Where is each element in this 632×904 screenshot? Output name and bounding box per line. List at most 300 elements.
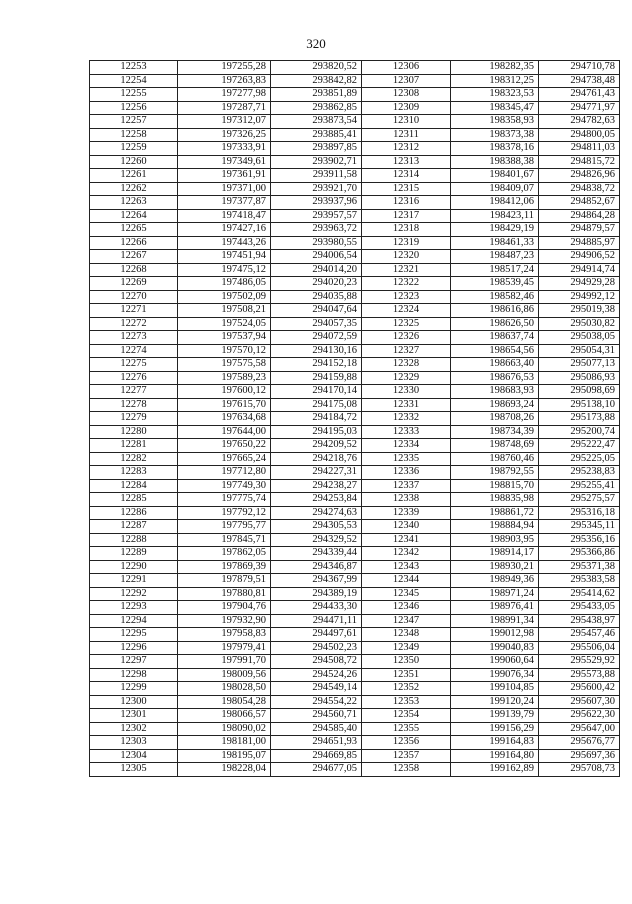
y-coordinate-cell: 294020,23 — [271, 277, 362, 291]
point-number-cell: 12275 — [90, 358, 178, 372]
point-number-cell: 12319 — [362, 236, 451, 250]
point-number-cell: 12340 — [362, 520, 451, 534]
y-coordinate-cell: 294838,72 — [539, 182, 620, 196]
x-coordinate-cell: 197486,05 — [178, 277, 271, 291]
y-coordinate-cell: 295086,93 — [539, 371, 620, 385]
table-row — [90, 196, 620, 210]
y-coordinate-cell: 295697,36 — [539, 749, 620, 763]
x-coordinate-cell: 197475,12 — [178, 263, 271, 277]
point-number-cell: 12260 — [90, 155, 178, 169]
table-row — [90, 695, 620, 709]
y-coordinate-cell: 294035,88 — [271, 290, 362, 304]
y-coordinate-cell: 294130,16 — [271, 344, 362, 358]
y-coordinate-cell: 294433,30 — [271, 601, 362, 615]
table-row — [90, 709, 620, 723]
table-row — [90, 169, 620, 183]
y-coordinate-cell: 294209,52 — [271, 439, 362, 453]
x-coordinate-cell: 197958,83 — [178, 628, 271, 642]
y-coordinate-cell: 294864,28 — [539, 209, 620, 223]
y-coordinate-cell: 294549,14 — [271, 682, 362, 696]
y-coordinate-cell: 294006,54 — [271, 250, 362, 264]
x-coordinate-cell: 199164,80 — [451, 749, 539, 763]
x-coordinate-cell: 197775,74 — [178, 493, 271, 507]
point-number-cell: 12337 — [362, 479, 451, 493]
table-row — [90, 277, 620, 291]
y-coordinate-cell: 294906,52 — [539, 250, 620, 264]
table-row — [90, 223, 620, 237]
point-number-cell: 12284 — [90, 479, 178, 493]
y-coordinate-cell: 295275,57 — [539, 493, 620, 507]
table-row — [90, 547, 620, 561]
y-coordinate-cell: 294389,19 — [271, 587, 362, 601]
x-coordinate-cell: 198378,16 — [451, 142, 539, 156]
point-number-cell: 12339 — [362, 506, 451, 520]
x-coordinate-cell: 198345,47 — [451, 101, 539, 115]
point-number-cell: 12300 — [90, 695, 178, 709]
x-coordinate-cell: 198312,25 — [451, 74, 539, 88]
x-coordinate-cell: 197502,09 — [178, 290, 271, 304]
point-number-cell: 12278 — [90, 398, 178, 412]
x-coordinate-cell: 199104,85 — [451, 682, 539, 696]
x-coordinate-cell: 197845,71 — [178, 533, 271, 547]
y-coordinate-cell: 293980,55 — [271, 236, 362, 250]
point-number-cell: 12258 — [90, 128, 178, 142]
x-coordinate-cell: 197712,80 — [178, 466, 271, 480]
x-coordinate-cell: 197418,47 — [178, 209, 271, 223]
table-row — [90, 142, 620, 156]
x-coordinate-cell: 198373,38 — [451, 128, 539, 142]
y-coordinate-cell: 295647,00 — [539, 722, 620, 736]
point-number-cell: 12332 — [362, 412, 451, 426]
y-coordinate-cell: 294852,67 — [539, 196, 620, 210]
x-coordinate-cell: 197524,05 — [178, 317, 271, 331]
point-number-cell: 12268 — [90, 263, 178, 277]
point-number-cell: 12272 — [90, 317, 178, 331]
x-coordinate-cell: 197333,91 — [178, 142, 271, 156]
point-number-cell: 12288 — [90, 533, 178, 547]
point-number-cell: 12298 — [90, 668, 178, 682]
point-number-cell: 12293 — [90, 601, 178, 615]
point-number-cell: 12309 — [362, 101, 451, 115]
table-row — [90, 452, 620, 466]
x-coordinate-cell: 197326,25 — [178, 128, 271, 142]
table-row — [90, 61, 620, 75]
x-coordinate-cell: 198949,36 — [451, 574, 539, 588]
y-coordinate-cell: 293862,85 — [271, 101, 362, 115]
x-coordinate-cell: 198903,95 — [451, 533, 539, 547]
y-coordinate-cell: 293885,41 — [271, 128, 362, 142]
y-coordinate-cell: 295173,88 — [539, 412, 620, 426]
y-coordinate-cell: 295433,05 — [539, 601, 620, 615]
y-coordinate-cell: 294524,26 — [271, 668, 362, 682]
x-coordinate-cell: 199040,83 — [451, 641, 539, 655]
point-number-cell: 12277 — [90, 385, 178, 399]
x-coordinate-cell: 197600,12 — [178, 385, 271, 399]
y-coordinate-cell: 294238,27 — [271, 479, 362, 493]
table-row — [90, 344, 620, 358]
table-row — [90, 614, 620, 628]
point-number-cell: 12353 — [362, 695, 451, 709]
x-coordinate-cell: 197575,58 — [178, 358, 271, 372]
y-coordinate-cell: 295098,69 — [539, 385, 620, 399]
x-coordinate-cell: 197255,28 — [178, 61, 271, 75]
x-coordinate-cell: 197644,00 — [178, 425, 271, 439]
y-coordinate-cell: 293897,85 — [271, 142, 362, 156]
x-coordinate-cell: 198815,70 — [451, 479, 539, 493]
point-number-cell: 12262 — [90, 182, 178, 196]
point-number-cell: 12355 — [362, 722, 451, 736]
x-coordinate-cell: 198708,26 — [451, 412, 539, 426]
coordinates-table — [89, 60, 620, 777]
point-number-cell: 12351 — [362, 668, 451, 682]
y-coordinate-cell: 294175,08 — [271, 398, 362, 412]
table-row — [90, 655, 620, 669]
point-number-cell: 12315 — [362, 182, 451, 196]
y-coordinate-cell: 294367,99 — [271, 574, 362, 588]
point-number-cell: 12317 — [362, 209, 451, 223]
y-coordinate-cell: 295573,88 — [539, 668, 620, 682]
y-coordinate-cell: 293873,54 — [271, 115, 362, 129]
y-coordinate-cell: 294560,71 — [271, 709, 362, 723]
x-coordinate-cell: 197792,12 — [178, 506, 271, 520]
table-row — [90, 263, 620, 277]
x-coordinate-cell: 198693,24 — [451, 398, 539, 412]
x-coordinate-cell: 198009,56 — [178, 668, 271, 682]
point-number-cell: 12305 — [90, 763, 178, 777]
x-coordinate-cell: 197862,05 — [178, 547, 271, 561]
x-coordinate-cell: 198409,07 — [451, 182, 539, 196]
x-coordinate-cell: 197349,61 — [178, 155, 271, 169]
y-coordinate-cell: 295607,30 — [539, 695, 620, 709]
point-number-cell: 12311 — [362, 128, 451, 142]
x-coordinate-cell: 198323,53 — [451, 88, 539, 102]
x-coordinate-cell: 197991,70 — [178, 655, 271, 669]
x-coordinate-cell: 199120,24 — [451, 695, 539, 709]
table-row — [90, 466, 620, 480]
x-coordinate-cell: 198991,34 — [451, 614, 539, 628]
y-coordinate-cell: 294184,72 — [271, 412, 362, 426]
x-coordinate-cell: 197904,76 — [178, 601, 271, 615]
x-coordinate-cell: 197880,81 — [178, 587, 271, 601]
y-coordinate-cell: 295138,10 — [539, 398, 620, 412]
point-number-cell: 12312 — [362, 142, 451, 156]
point-number-cell: 12282 — [90, 452, 178, 466]
point-number-cell: 12345 — [362, 587, 451, 601]
point-number-cell: 12318 — [362, 223, 451, 237]
y-coordinate-cell: 294497,61 — [271, 628, 362, 642]
x-coordinate-cell: 197634,68 — [178, 412, 271, 426]
table-row — [90, 722, 620, 736]
x-coordinate-cell: 198401,67 — [451, 169, 539, 183]
point-number-cell: 12356 — [362, 736, 451, 750]
point-number-cell: 12310 — [362, 115, 451, 129]
y-coordinate-cell: 295366,86 — [539, 547, 620, 561]
point-number-cell: 12354 — [362, 709, 451, 723]
point-number-cell: 12352 — [362, 682, 451, 696]
point-number-cell: 12283 — [90, 466, 178, 480]
point-number-cell: 12347 — [362, 614, 451, 628]
point-number-cell: 12326 — [362, 331, 451, 345]
point-number-cell: 12314 — [362, 169, 451, 183]
point-number-cell: 12280 — [90, 425, 178, 439]
point-number-cell: 12269 — [90, 277, 178, 291]
table-row — [90, 155, 620, 169]
y-coordinate-cell: 295383,58 — [539, 574, 620, 588]
y-coordinate-cell: 294914,74 — [539, 263, 620, 277]
point-number-cell: 12302 — [90, 722, 178, 736]
y-coordinate-cell: 293851,89 — [271, 88, 362, 102]
y-coordinate-cell: 294815,72 — [539, 155, 620, 169]
y-coordinate-cell: 293820,52 — [271, 61, 362, 75]
y-coordinate-cell: 294800,05 — [539, 128, 620, 142]
table-row — [90, 506, 620, 520]
table-row — [90, 520, 620, 534]
point-number-cell: 12287 — [90, 520, 178, 534]
y-coordinate-cell: 295200,74 — [539, 425, 620, 439]
x-coordinate-cell: 197371,00 — [178, 182, 271, 196]
table-row — [90, 682, 620, 696]
table-row — [90, 358, 620, 372]
point-number-cell: 12292 — [90, 587, 178, 601]
y-coordinate-cell: 295438,97 — [539, 614, 620, 628]
x-coordinate-cell: 197263,83 — [178, 74, 271, 88]
x-coordinate-cell: 197377,87 — [178, 196, 271, 210]
point-number-cell: 12304 — [90, 749, 178, 763]
point-number-cell: 12348 — [362, 628, 451, 642]
y-coordinate-cell: 295371,38 — [539, 560, 620, 574]
table-row — [90, 88, 620, 102]
table-row — [90, 371, 620, 385]
x-coordinate-cell: 198663,40 — [451, 358, 539, 372]
y-coordinate-cell: 295414,62 — [539, 587, 620, 601]
x-coordinate-cell: 199156,29 — [451, 722, 539, 736]
x-coordinate-cell: 197749,30 — [178, 479, 271, 493]
x-coordinate-cell: 197277,98 — [178, 88, 271, 102]
point-number-cell: 12261 — [90, 169, 178, 183]
point-number-cell: 12295 — [90, 628, 178, 642]
y-coordinate-cell: 294885,97 — [539, 236, 620, 250]
y-coordinate-cell: 293842,82 — [271, 74, 362, 88]
point-number-cell: 12303 — [90, 736, 178, 750]
x-coordinate-cell: 197451,94 — [178, 250, 271, 264]
x-coordinate-cell: 197537,94 — [178, 331, 271, 345]
table-row — [90, 493, 620, 507]
x-coordinate-cell: 198637,74 — [451, 331, 539, 345]
x-coordinate-cell: 198423,11 — [451, 209, 539, 223]
point-number-cell: 12307 — [362, 74, 451, 88]
x-coordinate-cell: 198195,07 — [178, 749, 271, 763]
point-number-cell: 12263 — [90, 196, 178, 210]
point-number-cell: 12273 — [90, 331, 178, 345]
table-row — [90, 574, 620, 588]
point-number-cell: 12254 — [90, 74, 178, 88]
y-coordinate-cell: 293911,58 — [271, 169, 362, 183]
x-coordinate-cell: 197570,12 — [178, 344, 271, 358]
table-row — [90, 182, 620, 196]
y-coordinate-cell: 294072,59 — [271, 331, 362, 345]
x-coordinate-cell: 198066,57 — [178, 709, 271, 723]
x-coordinate-cell: 198461,33 — [451, 236, 539, 250]
point-number-cell: 12255 — [90, 88, 178, 102]
y-coordinate-cell: 294057,35 — [271, 317, 362, 331]
point-number-cell: 12264 — [90, 209, 178, 223]
x-coordinate-cell: 198792,55 — [451, 466, 539, 480]
point-number-cell: 12325 — [362, 317, 451, 331]
x-coordinate-cell: 198181,00 — [178, 736, 271, 750]
point-number-cell: 12297 — [90, 655, 178, 669]
y-coordinate-cell: 293957,57 — [271, 209, 362, 223]
y-coordinate-cell: 294502,23 — [271, 641, 362, 655]
x-coordinate-cell: 197979,41 — [178, 641, 271, 655]
x-coordinate-cell: 198090,02 — [178, 722, 271, 736]
y-coordinate-cell: 295316,18 — [539, 506, 620, 520]
x-coordinate-cell: 197361,91 — [178, 169, 271, 183]
y-coordinate-cell: 294170,14 — [271, 385, 362, 399]
table-row — [90, 601, 620, 615]
table-row — [90, 533, 620, 547]
y-coordinate-cell: 295529,92 — [539, 655, 620, 669]
point-number-cell: 12274 — [90, 344, 178, 358]
x-coordinate-cell: 198861,72 — [451, 506, 539, 520]
x-coordinate-cell: 198582,46 — [451, 290, 539, 304]
y-coordinate-cell: 294929,28 — [539, 277, 620, 291]
point-number-cell: 12308 — [362, 88, 451, 102]
point-number-cell: 12334 — [362, 439, 451, 453]
point-number-cell: 12328 — [362, 358, 451, 372]
x-coordinate-cell: 197869,39 — [178, 560, 271, 574]
y-coordinate-cell: 295054,31 — [539, 344, 620, 358]
x-coordinate-cell: 198358,93 — [451, 115, 539, 129]
y-coordinate-cell: 295600,42 — [539, 682, 620, 696]
y-coordinate-cell: 295356,16 — [539, 533, 620, 547]
point-number-cell: 12259 — [90, 142, 178, 156]
x-coordinate-cell: 198539,45 — [451, 277, 539, 291]
x-coordinate-cell: 198517,24 — [451, 263, 539, 277]
x-coordinate-cell: 199162,89 — [451, 763, 539, 777]
point-number-cell: 12296 — [90, 641, 178, 655]
table-row — [90, 479, 620, 493]
x-coordinate-cell: 198930,21 — [451, 560, 539, 574]
point-number-cell: 12358 — [362, 763, 451, 777]
point-number-cell: 12266 — [90, 236, 178, 250]
x-coordinate-cell: 198626,50 — [451, 317, 539, 331]
table-row — [90, 290, 620, 304]
point-number-cell: 12291 — [90, 574, 178, 588]
table-row — [90, 331, 620, 345]
point-number-cell: 12349 — [362, 641, 451, 655]
point-number-cell: 12350 — [362, 655, 451, 669]
y-coordinate-cell: 294047,64 — [271, 304, 362, 318]
point-number-cell: 12257 — [90, 115, 178, 129]
point-number-cell: 12286 — [90, 506, 178, 520]
table-row — [90, 736, 620, 750]
point-number-cell: 12265 — [90, 223, 178, 237]
y-coordinate-cell: 295345,11 — [539, 520, 620, 534]
point-number-cell: 12253 — [90, 61, 178, 75]
table-body — [90, 61, 620, 777]
point-number-cell: 12313 — [362, 155, 451, 169]
y-coordinate-cell: 294346,87 — [271, 560, 362, 574]
y-coordinate-cell: 294274,63 — [271, 506, 362, 520]
point-number-cell: 12357 — [362, 749, 451, 763]
y-coordinate-cell: 295077,13 — [539, 358, 620, 372]
y-coordinate-cell: 294329,52 — [271, 533, 362, 547]
y-coordinate-cell: 294195,03 — [271, 425, 362, 439]
point-number-cell: 12336 — [362, 466, 451, 480]
x-coordinate-cell: 198971,24 — [451, 587, 539, 601]
table-row — [90, 398, 620, 412]
table-row — [90, 587, 620, 601]
y-coordinate-cell: 295457,46 — [539, 628, 620, 642]
x-coordinate-cell: 198683,93 — [451, 385, 539, 399]
y-coordinate-cell: 295676,77 — [539, 736, 620, 750]
point-number-cell: 12316 — [362, 196, 451, 210]
x-coordinate-cell: 198676,53 — [451, 371, 539, 385]
table-row — [90, 250, 620, 264]
x-coordinate-cell: 198976,41 — [451, 601, 539, 615]
point-number-cell: 12279 — [90, 412, 178, 426]
table-row — [90, 101, 620, 115]
x-coordinate-cell: 198760,46 — [451, 452, 539, 466]
table-row — [90, 412, 620, 426]
point-number-cell: 12338 — [362, 493, 451, 507]
y-coordinate-cell: 294014,20 — [271, 263, 362, 277]
x-coordinate-cell: 197650,22 — [178, 439, 271, 453]
x-coordinate-cell: 197879,51 — [178, 574, 271, 588]
y-coordinate-cell: 294771,97 — [539, 101, 620, 115]
point-number-cell: 12256 — [90, 101, 178, 115]
x-coordinate-cell: 198748,69 — [451, 439, 539, 453]
x-coordinate-cell: 198054,28 — [178, 695, 271, 709]
x-coordinate-cell: 197932,90 — [178, 614, 271, 628]
y-coordinate-cell: 295038,05 — [539, 331, 620, 345]
point-number-cell: 12335 — [362, 452, 451, 466]
point-number-cell: 12276 — [90, 371, 178, 385]
y-coordinate-cell: 294253,84 — [271, 493, 362, 507]
y-coordinate-cell: 294782,63 — [539, 115, 620, 129]
x-coordinate-cell: 197312,07 — [178, 115, 271, 129]
point-number-cell: 12320 — [362, 250, 451, 264]
x-coordinate-cell: 199060,64 — [451, 655, 539, 669]
x-coordinate-cell: 197589,23 — [178, 371, 271, 385]
x-coordinate-cell: 198487,23 — [451, 250, 539, 264]
y-coordinate-cell: 295019,38 — [539, 304, 620, 318]
y-coordinate-cell: 294710,78 — [539, 61, 620, 75]
x-coordinate-cell: 197795,77 — [178, 520, 271, 534]
x-coordinate-cell: 198228,04 — [178, 763, 271, 777]
y-coordinate-cell: 294159,88 — [271, 371, 362, 385]
table-row — [90, 74, 620, 88]
x-coordinate-cell: 198429,19 — [451, 223, 539, 237]
x-coordinate-cell: 198616,86 — [451, 304, 539, 318]
x-coordinate-cell: 197665,24 — [178, 452, 271, 466]
x-coordinate-cell: 198835,98 — [451, 493, 539, 507]
y-coordinate-cell: 295708,73 — [539, 763, 620, 777]
y-coordinate-cell: 294992,12 — [539, 290, 620, 304]
point-number-cell: 12343 — [362, 560, 451, 574]
table-row — [90, 236, 620, 250]
point-number-cell: 12333 — [362, 425, 451, 439]
y-coordinate-cell: 294305,53 — [271, 520, 362, 534]
y-coordinate-cell: 294585,40 — [271, 722, 362, 736]
y-coordinate-cell: 293937,96 — [271, 196, 362, 210]
y-coordinate-cell: 294651,93 — [271, 736, 362, 750]
table-row — [90, 128, 620, 142]
point-number-cell: 12281 — [90, 439, 178, 453]
y-coordinate-cell: 294554,22 — [271, 695, 362, 709]
x-coordinate-cell: 198654,56 — [451, 344, 539, 358]
x-coordinate-cell: 198028,50 — [178, 682, 271, 696]
